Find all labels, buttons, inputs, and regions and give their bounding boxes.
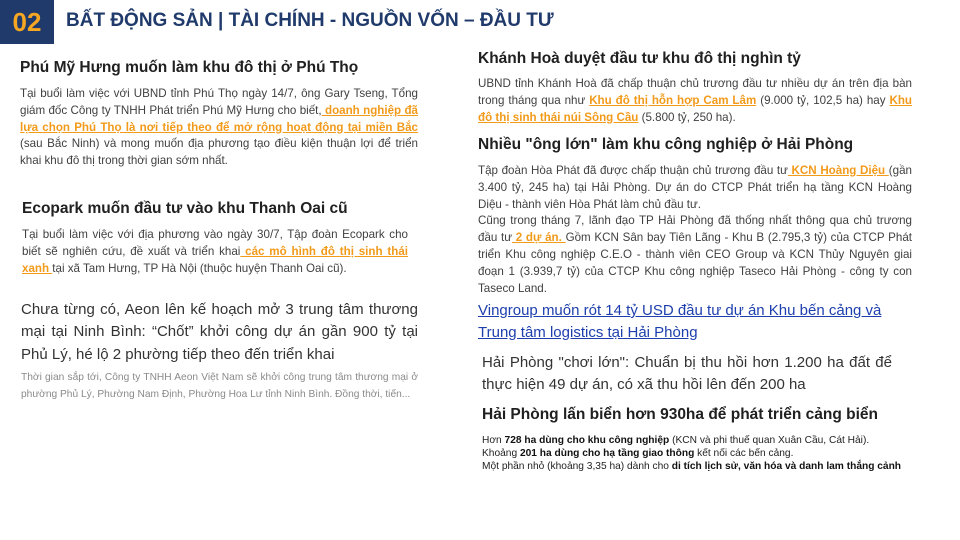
article-body <box>478 76 912 126</box>
article-body <box>482 435 938 473</box>
article-ecopark <box>22 199 408 277</box>
highlight-link[interactable]: Khu đô thị sinh thái núi Sông Cầu <box>478 93 913 124</box>
article-headline: Chưa từng có, Aeon lên kế hoạch mở 3 trung tâm thương mại tại Ninh Bình: “Chốt” khởi công dự án gần 900 tỷ tại Phủ Lý, hé lộ 2 phường tiếp theo đến triển khai <box>21 301 418 363</box>
list-item: Khoảng 201 ha dùng cho hạ tầng giao thông kết nối các bến cảng. <box>482 447 794 459</box>
article-title: Phú Mỹ Hưng muốn làm khu đô thị ở Phú Thọ <box>20 59 359 76</box>
article-headline: Hải Phòng "chơi lớn": Chuẩn bị thu hồi hơn 1.200 ha đất để thực hiện 49 dự án, có xã thu hồi lên đến 200 ha <box>482 354 892 394</box>
body-text: Tập đoàn Hòa Phát đã được chấp thuận chủ trương đầu tư <box>478 164 788 177</box>
article-body <box>20 86 418 170</box>
article-body <box>22 227 408 277</box>
body-text: tại xã Tam Hưng, TP Hà Nội (thuộc huyện Thanh Oai cũ). <box>52 261 347 275</box>
highlight-link[interactable]: các mô hình đô thị sinh thái xanh <box>22 244 408 275</box>
article-hai-phong-thu-hoi <box>482 352 892 397</box>
body-text: Tại buổi làm việc với địa phương vào ngày 30/7, Tập đoàn Ecopark cho biết sẽ nghiên cứu, đề xuất và triển khai <box>22 228 408 258</box>
highlight-link[interactable]: KCN Hoàng Diệu <box>787 164 889 177</box>
page-title: BẤT ĐỘNG SẢN | TÀI CHÍNH - NGUỒN VỐN – ĐẦU TƯ <box>66 10 554 31</box>
body-text: Cũng trong tháng 7, lãnh đạo TP Hải Phòng đã thống nhất thông qua chủ trương đầu tư <box>478 214 912 245</box>
article-body <box>478 163 912 297</box>
highlight-link[interactable]: 2 dự án. <box>512 231 566 245</box>
article-title: Khánh Hoà duyệt đầu tư khu đô thị nghìn tỷ <box>478 50 801 67</box>
section-number-badge: 02 <box>0 0 54 44</box>
article-title: Ecopark muốn đầu tư vào khu Thanh Oai cũ <box>22 200 348 217</box>
list-item: Một phần nhỏ (khoảng 3,35 ha) dành cho di tích lịch sử, văn hóa và danh lam thắng cảnh <box>482 460 902 472</box>
highlight-link[interactable]: Khu đô thị hỗn hợp Cam Lâm <box>589 93 757 107</box>
body-text: (sau Bắc Ninh) và mong muốn địa phương tạo điều kiện thuận lợi để triển khai khu đô thị trong thời gian sớm nhất. <box>20 137 418 168</box>
article-khanh-hoa <box>478 49 912 126</box>
body-text: UBND tỉnh Khánh Hoà đã chấp thuận chủ trương đầu tư nhiều dự án trên địa bàn trong tháng qua như <box>478 77 912 107</box>
body-text: (gần 3.400 tỷ, 245 ha) tại Hải Phòng. Dự án do CTCP Phát triển hạ tầng KCN Hoàng Diệu - thành viên Hòa Phát làm chủ đầu tư. <box>478 164 912 211</box>
article-aeon <box>21 299 418 403</box>
body-text: (9.000 tỷ, 102,5 ha) hay <box>756 93 890 107</box>
article-title: Nhiều "ông lớn" làm khu công nghiệp ở Hải Phòng <box>478 136 854 153</box>
body-text: (5.800 tỷ, 250 ha). <box>638 110 736 124</box>
body-text: Tại buổi làm việc với UBND tỉnh Phú Thọ ngày 14/7, ông Gary Tseng, Tổng giám đốc Công ty TNHH Phát triển Phú Mỹ Hưng cho biết, <box>20 87 418 117</box>
article-hai-phong-lan-bien <box>482 405 938 473</box>
article-title: Hải Phòng lấn biển hơn 930ha để phát triển cảng biển <box>482 406 878 423</box>
body-text: Gồm KCN Sân bay Tiên Lãng - Khu B (2.795,3 tỷ) của CTCP Phát triển Khu công nghiệp C.E.O - thành viên CEO Group và KCN Thủy Nguyên giai đoạn 1 (3.939,7 tỷ) của CTCP Khu công nghiệp Taseco Hải Phòng - công ty con Taseco Land. <box>478 231 912 295</box>
article-phu-my-hung <box>20 58 418 170</box>
article-excerpt: Thời gian sắp tới, Công ty TNHH Aeon Việt Nam sẽ khởi công trung tâm thương mại ở phường Phủ Lý, Phường Nam Định, Phường Hoa Lư tỉnh Ninh Bình. Đồng thời, tiến... <box>21 372 418 400</box>
article-vingroup <box>478 300 908 343</box>
vingroup-article-link[interactable]: Vingroup muốn rót 14 tỷ USD đầu tư dự án Khu bến cảng và Trung tâm logistics tại Hải Phòng <box>478 302 882 341</box>
highlight-link[interactable]: doanh nghiệp đã lựa chọn Phú Thọ là nơi tiếp theo để mở rộng hoạt động tại miền Bắc <box>20 103 419 134</box>
article-hai-phong-kcn <box>478 135 912 297</box>
list-item: Hơn 728 ha dùng cho khu công nghiệp (KCN và phi thuế quan Xuân Cầu, Cát Hải). <box>482 435 870 446</box>
